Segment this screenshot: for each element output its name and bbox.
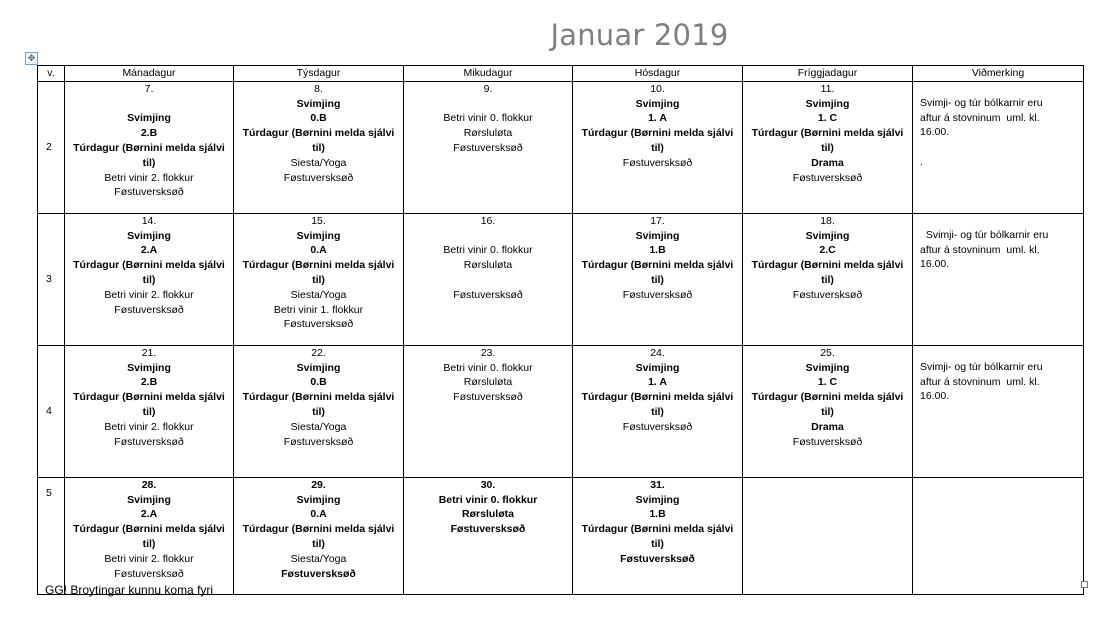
day-cell-friday bbox=[743, 345, 913, 477]
note-line: 16.00. bbox=[920, 126, 950, 139]
activity-line: Siesta/Yoga bbox=[290, 288, 347, 301]
day-cell-monday bbox=[65, 213, 234, 345]
day-number: 10. bbox=[650, 82, 665, 95]
activity-line: Túrdagur (Børnini melda sjálvi bbox=[581, 259, 734, 272]
note-line: 16.00. bbox=[920, 258, 950, 271]
activity-line: til) bbox=[821, 405, 834, 418]
activity-line: til) bbox=[142, 156, 156, 169]
day-number: 11. bbox=[820, 82, 835, 95]
activity-line: Siesta/Yoga bbox=[290, 420, 347, 433]
table-row bbox=[38, 477, 1084, 594]
activity-line: Føstuversksøð bbox=[114, 435, 184, 448]
header-row bbox=[38, 66, 1084, 82]
activity-line: Føstuversksøð bbox=[114, 567, 184, 580]
activity-line: Túrdagur (Børnini melda sjálvi bbox=[581, 523, 734, 536]
footer-note: GG! Broytingar kunnu koma fyri bbox=[45, 583, 214, 597]
activity-line: Rørsluløta bbox=[463, 259, 513, 272]
activity-line: Svimjing bbox=[635, 229, 680, 242]
header-friday: Fríggjadagur bbox=[743, 66, 913, 82]
activity-line: til) bbox=[312, 405, 325, 418]
activity-line: Føstuversksøð bbox=[114, 303, 184, 316]
note-line: aftur á stovninum uml. kl. bbox=[920, 243, 1040, 256]
activity-line: Føstuversksøð bbox=[114, 186, 184, 199]
day-cell-thursday bbox=[573, 81, 743, 213]
activity-line bbox=[404, 97, 572, 112]
note-cell bbox=[913, 81, 1084, 213]
activity-line: til) bbox=[312, 141, 325, 154]
header-monday: Mánadagur bbox=[65, 66, 234, 82]
activity-line bbox=[404, 229, 572, 244]
day-number: 25. bbox=[820, 346, 835, 359]
day-number: 22. bbox=[311, 346, 326, 359]
activity-line: 1. C bbox=[817, 112, 838, 125]
activity-line bbox=[404, 273, 572, 288]
week-number: 2 bbox=[38, 81, 65, 213]
activity-line: Svimjing bbox=[127, 229, 171, 242]
activity-line: Svimjing bbox=[805, 97, 850, 110]
day-number: 30. bbox=[480, 478, 496, 491]
day-number: 23. bbox=[480, 346, 496, 359]
day-number: 15. bbox=[311, 214, 326, 227]
day-cell-monday bbox=[65, 345, 234, 477]
day-number: 21. bbox=[141, 346, 157, 359]
activity-line: til) bbox=[312, 273, 325, 286]
activity-line: til) bbox=[142, 273, 156, 286]
day-cell-monday bbox=[65, 477, 234, 594]
day-cell-thursday bbox=[573, 477, 743, 594]
activity-line: til) bbox=[142, 537, 156, 550]
activity-line: Betri vinir 0. flokkur bbox=[443, 112, 533, 125]
day-cell-tuesday bbox=[234, 477, 404, 594]
activity-line: Føstuversksøð bbox=[453, 391, 523, 404]
header-tuesday: Týsdagur bbox=[234, 66, 404, 82]
activity-line: Svimjing bbox=[805, 229, 850, 242]
note-cell bbox=[913, 477, 1084, 594]
activity-line: Føstuversksøð bbox=[283, 171, 354, 184]
activity-line: Betri vinir 0. flokkur bbox=[443, 244, 533, 257]
activity-line: Svimjing bbox=[127, 112, 171, 125]
day-number: 24. bbox=[650, 346, 665, 359]
activity-line: Rørsluløta bbox=[463, 127, 513, 140]
day-cell-wednesday bbox=[404, 345, 573, 477]
activity-line: Føstuversksøð bbox=[792, 171, 863, 184]
activity-line: Túrdagur (Børnini melda sjálvi bbox=[581, 127, 734, 140]
day-cell-monday bbox=[65, 81, 234, 213]
activity-line: 1. A bbox=[648, 376, 667, 389]
header-wednesday: Mikudagur bbox=[404, 66, 573, 82]
activity-line: til) bbox=[651, 141, 664, 154]
move-arrows-icon[interactable]: ✥ bbox=[25, 52, 38, 65]
activity-line: 0.B bbox=[310, 376, 327, 389]
activity-line: 2.B bbox=[140, 376, 158, 389]
activity-line: 0.A bbox=[310, 508, 327, 521]
day-cell-thursday bbox=[573, 213, 743, 345]
activity-line: Rørsluløta bbox=[463, 376, 513, 389]
day-number: 8. bbox=[314, 82, 323, 95]
header-thursday: Hósdagur bbox=[573, 66, 743, 82]
activity-line: Føstuversksøð bbox=[283, 318, 354, 331]
activity-line: Føstuversksøð bbox=[453, 141, 523, 154]
activity-line: Túrdagur (Børnini melda sjálvi bbox=[73, 523, 225, 536]
activity-line: 1.B bbox=[649, 508, 666, 521]
schedule-table bbox=[37, 65, 1084, 595]
activity-line: 2.A bbox=[140, 244, 158, 257]
activity-line: Føstuversksøð bbox=[622, 156, 693, 169]
table-row bbox=[38, 81, 1084, 213]
activity-line: Drama bbox=[811, 420, 844, 433]
note-line: aftur á stovninum uml. kl. bbox=[920, 111, 1040, 124]
activity-line: til) bbox=[821, 141, 834, 154]
day-number: 9. bbox=[483, 82, 493, 95]
activity-line: Siesta/Yoga bbox=[290, 156, 347, 169]
activity-line: Túrdagur (Børnini melda sjálvi bbox=[242, 127, 395, 140]
day-number: 7. bbox=[144, 82, 154, 95]
activity-line: Betri vinir 2. flokkur bbox=[104, 171, 194, 184]
activity-line: 1. C bbox=[817, 376, 838, 389]
activity-line: Føstuversksøð bbox=[622, 288, 693, 301]
day-cell-wednesday bbox=[404, 213, 573, 345]
activity-line: Rørsluløta bbox=[462, 508, 514, 521]
activity-line: Betri vinir 1. flokkur bbox=[273, 303, 364, 316]
activity-line: Túrdagur (Børnini melda sjálvi bbox=[73, 391, 225, 404]
activity-line: Føstuversksøð bbox=[622, 420, 693, 433]
activity-line: til) bbox=[142, 405, 156, 418]
activity-line: Føstuversksøð bbox=[792, 288, 863, 301]
day-cell-tuesday bbox=[234, 81, 404, 213]
day-number: 14. bbox=[141, 214, 157, 227]
note-cell bbox=[913, 213, 1084, 345]
day-number: 29. bbox=[311, 478, 326, 491]
day-cell-thursday bbox=[573, 345, 743, 477]
activity-line: Siesta/Yoga bbox=[290, 552, 347, 565]
activity-line: Betri vinir 0. flokkur bbox=[443, 361, 533, 374]
activity-line: Svimjing bbox=[296, 97, 341, 110]
day-cell-friday bbox=[743, 213, 913, 345]
note-line: Svimji- og túr bólkarnir eru bbox=[920, 360, 1043, 373]
activity-line: Svimjing bbox=[635, 361, 680, 374]
week-number: 5 bbox=[38, 477, 65, 594]
note-line: aftur á stovninum uml. kl. bbox=[920, 375, 1040, 388]
resize-square-icon[interactable] bbox=[1081, 581, 1088, 588]
note-line: Svimji- og túr bólkarnir eru bbox=[920, 96, 1043, 109]
activity-line: Føstuversksøð bbox=[620, 552, 695, 565]
activity-line: Betri vinir 2. flokkur bbox=[104, 288, 194, 301]
activity-line: Túrdagur (Børnini melda sjálvi bbox=[242, 391, 395, 404]
activity-line: til) bbox=[651, 405, 664, 418]
day-number: 31. bbox=[650, 478, 665, 491]
activity-line: Føstuversksøð bbox=[283, 435, 354, 448]
activity-line: Svimjing bbox=[296, 361, 341, 374]
note-line: Svimji- og túr bólkarnir eru bbox=[920, 228, 1049, 241]
activity-line: 2.B bbox=[140, 127, 158, 140]
activity-line: Svimjing bbox=[635, 97, 680, 110]
activity-line: Betri vinir 0. flokkur bbox=[438, 493, 538, 506]
activity-line: 2.A bbox=[140, 508, 158, 521]
activity-line: Túrdagur (Børnini melda sjálvi bbox=[242, 523, 395, 536]
activity-line: Betri vinir 2. flokkur bbox=[104, 420, 194, 433]
activity-line: Svimjing bbox=[127, 361, 171, 374]
note-line bbox=[920, 140, 1079, 155]
activity-line: til) bbox=[651, 537, 664, 550]
day-number: 18. bbox=[820, 214, 835, 227]
table-row bbox=[38, 345, 1084, 477]
activity-line: Svimjing bbox=[635, 493, 680, 506]
activity-line: Svimjing bbox=[296, 493, 341, 506]
activity-line: Føstuversksøð bbox=[792, 435, 863, 448]
activity-line: Túrdagur (Børnini melda sjálvi bbox=[751, 127, 904, 140]
activity-line: 0.B bbox=[310, 112, 327, 125]
day-cell-friday bbox=[743, 81, 913, 213]
activity-line: Drama bbox=[811, 156, 844, 169]
activity-line: Betri vinir 2. flokkur bbox=[104, 552, 194, 565]
header-week: v. bbox=[38, 66, 65, 82]
day-number: 17. bbox=[650, 214, 665, 227]
activity-line: 2.C bbox=[819, 244, 836, 257]
day-number: 28. bbox=[141, 478, 157, 491]
note-cell bbox=[913, 345, 1084, 477]
activity-line: Føstuversksøð bbox=[281, 567, 356, 580]
activity-line: Túrdagur (Børnini melda sjálvi bbox=[242, 259, 395, 272]
activity-line: til) bbox=[651, 273, 664, 286]
activity-line: Túrdagur (Børnini melda sjálvi bbox=[73, 259, 225, 272]
activity-line: Føstuversksøð bbox=[450, 523, 526, 536]
page-title: Januar 2019 bbox=[550, 18, 729, 52]
activity-line: 1. A bbox=[648, 112, 667, 125]
day-number: 16. bbox=[480, 214, 496, 227]
day-cell-wednesday bbox=[404, 81, 573, 213]
activity-line: Túrdagur (Børnini melda sjálvi bbox=[751, 259, 904, 272]
activity-line: Túrdagur (Børnini melda sjálvi bbox=[751, 391, 904, 404]
note-line: . bbox=[920, 155, 923, 168]
note-line: 16.00. bbox=[920, 390, 950, 403]
activity-line: 0.A bbox=[310, 244, 327, 257]
day-cell-tuesday bbox=[234, 213, 404, 345]
activity-line: til) bbox=[821, 273, 834, 286]
week-number: 3 bbox=[38, 213, 65, 345]
table-row bbox=[38, 213, 1084, 345]
day-cell-wednesday bbox=[404, 477, 573, 594]
header-notes: Viðmerking bbox=[913, 66, 1084, 82]
activity-line: til) bbox=[312, 537, 325, 550]
activity-line: Túrdagur (Børnini melda sjálvi bbox=[581, 391, 734, 404]
activity-line: Svimjing bbox=[296, 229, 341, 242]
activity-line: Túrdagur (Børnini melda sjálvi bbox=[73, 141, 225, 154]
day-cell-tuesday bbox=[234, 345, 404, 477]
activity-line: Svimjing bbox=[127, 493, 171, 506]
activity-line: 1.B bbox=[649, 244, 666, 257]
activity-line bbox=[65, 97, 233, 112]
activity-line: Svimjing bbox=[805, 361, 850, 374]
activity-line: Føstuversksøð bbox=[453, 288, 523, 301]
week-number: 4 bbox=[38, 345, 65, 477]
day-cell-friday bbox=[743, 477, 913, 594]
